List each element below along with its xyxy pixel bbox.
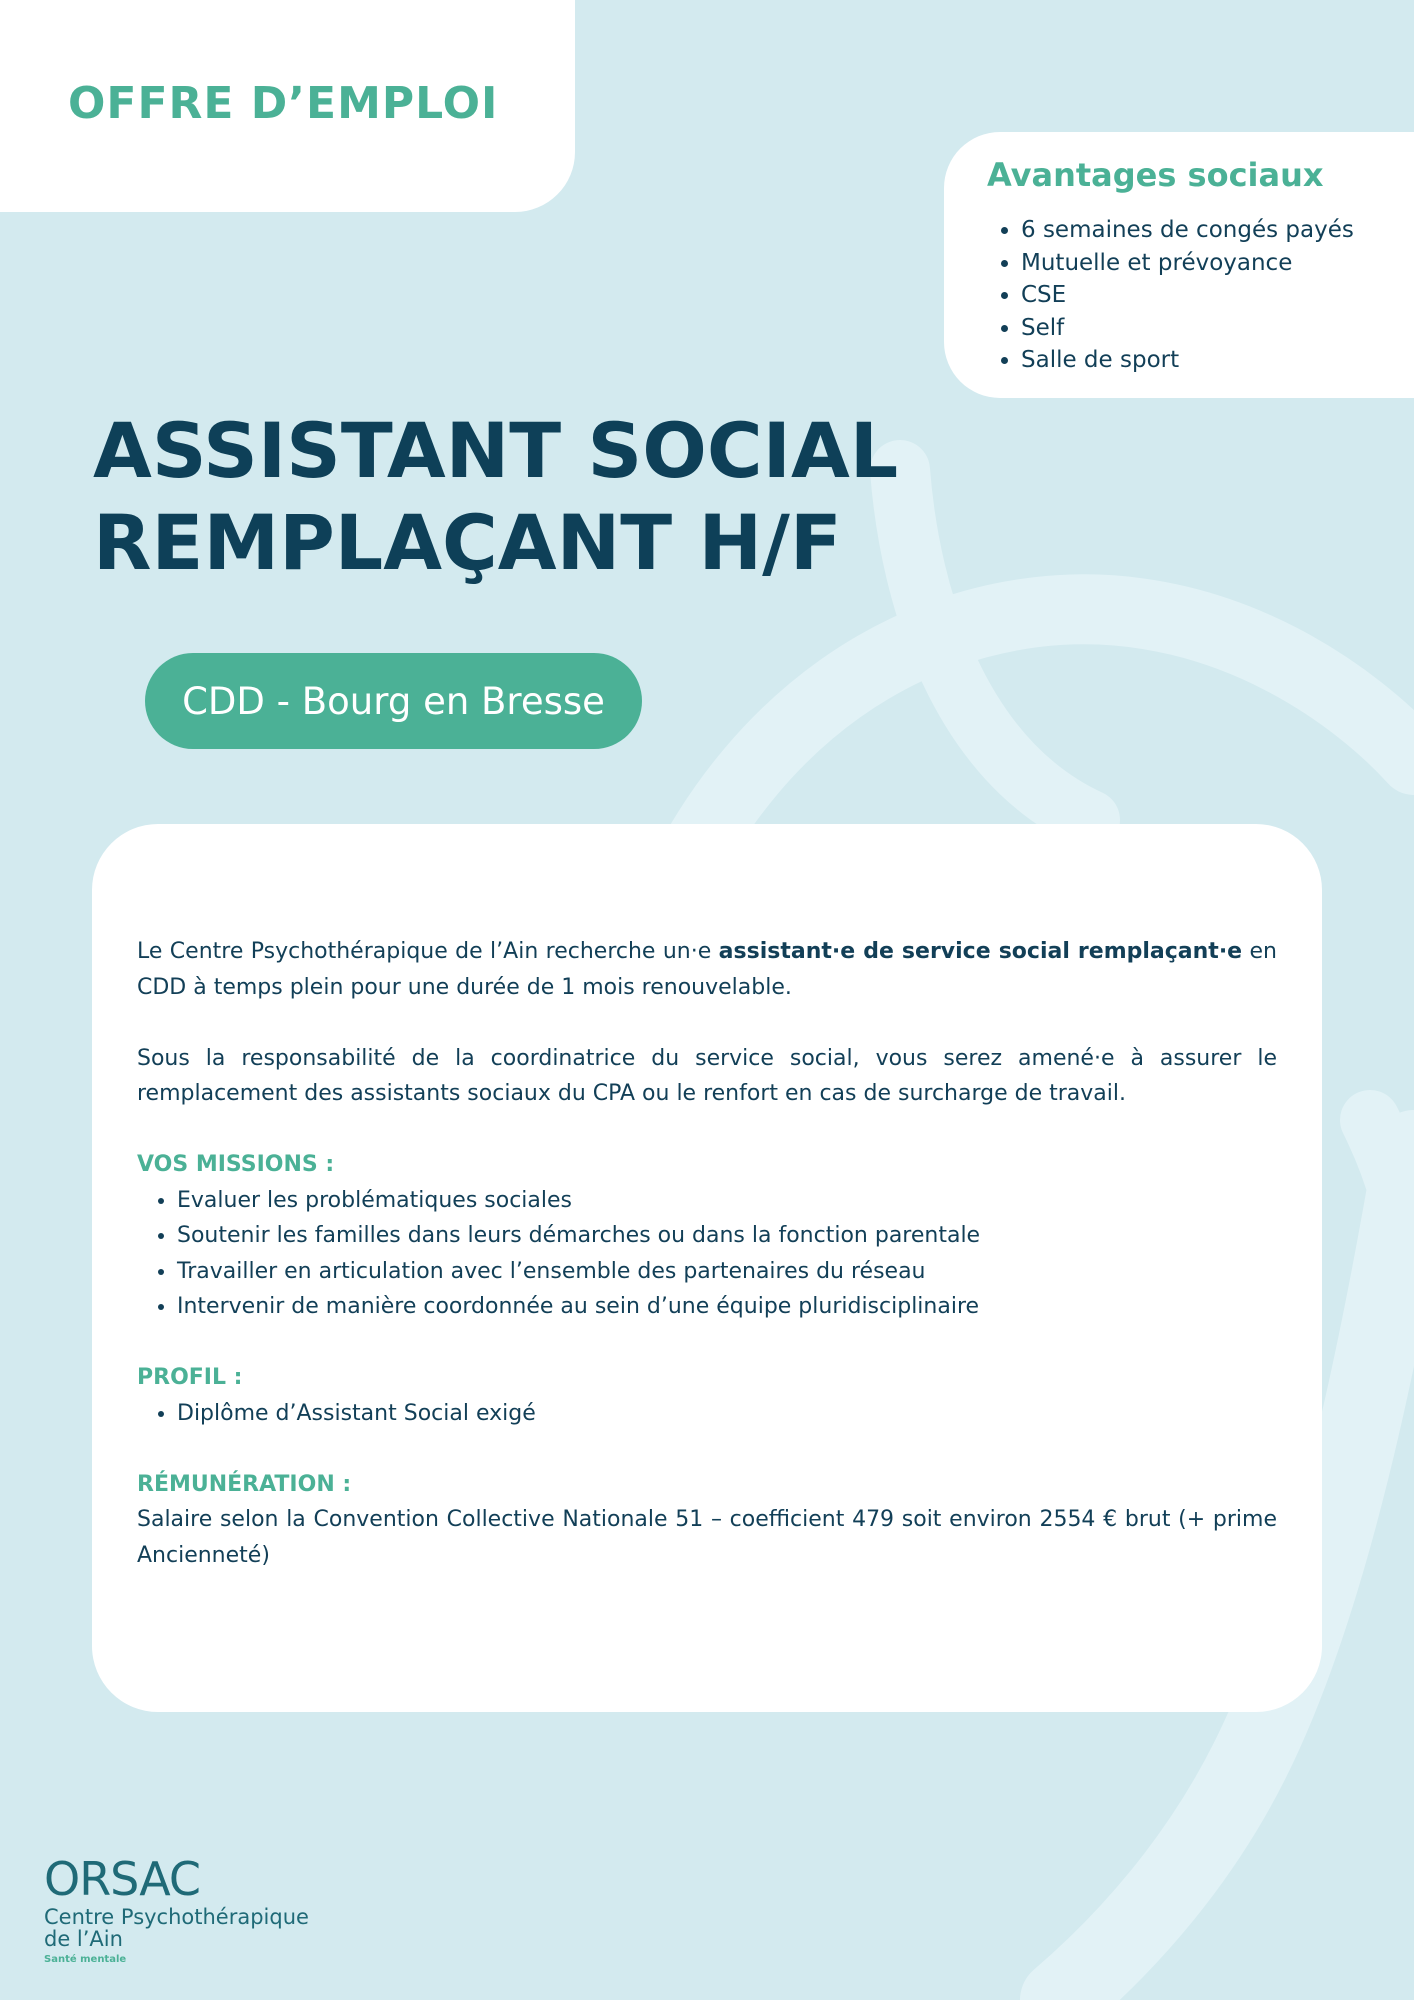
job-title xyxy=(93,405,898,589)
responsibility-paragraph: Sous la responsabilité de la coordinatrice du service social, vous serez amené·e à assurer le remplacement des assistants sociaux du CPA ou le renfort en cas de surcharge de travail. xyxy=(137,1045,1277,1106)
mission-item: • Intervenir de manière coordonnée au sein d’une équipe pluridisciplinaire xyxy=(177,1289,1277,1325)
benefits-card xyxy=(944,132,1414,398)
intro-text: Le Centre Psychothérapique de l’Ain recherche un·e xyxy=(137,939,719,964)
header-card xyxy=(0,0,575,212)
benefit-item: • Mutuelle et prévoyance xyxy=(1021,247,1354,280)
benefits-title: Avantages sociaux xyxy=(987,156,1324,194)
intro-text-end: en CDD à temps plein pour une durée de 1 mois renouvelable. xyxy=(137,939,1277,1000)
benefit-item: • Salle de sport xyxy=(1021,344,1354,377)
profile-heading: PROFIL : xyxy=(137,1365,243,1390)
salary-text: Salaire selon la Convention Collective Nationale 51 – coefficient 479 soit environ 2554 € brut (+ prime Ancienneté) xyxy=(137,1507,1277,1568)
mission-item: • Soutenir les familles dans leurs démarches ou dans la fonction parentale xyxy=(177,1218,1277,1254)
profile-item: • Diplôme d’Assistant Social exigé xyxy=(177,1396,1277,1432)
job-title-line1: ASSISTANT SOCIAL xyxy=(93,406,899,495)
job-description-card xyxy=(92,824,1322,1712)
job-offer-label: OFFRE D’EMPLOI xyxy=(68,78,499,129)
organization-tagline: Santé mentale xyxy=(44,1954,127,1965)
benefit-item: • 6 semaines de congés payés xyxy=(1021,214,1354,247)
organization-name xyxy=(44,1906,309,1950)
organization-name-line1: Centre Psychothérapique xyxy=(44,1905,309,1929)
job-description xyxy=(137,934,1277,1573)
benefit-item: • CSE xyxy=(1021,279,1354,312)
benefit-item: • Self xyxy=(1021,312,1354,345)
contract-location-badge: CDD - Bourg en Bresse xyxy=(145,653,642,749)
salary-heading: RÉMUNÉRATION : xyxy=(137,1471,352,1497)
mission-item: • Evaluer les problématiques sociales xyxy=(177,1183,1277,1219)
missions-heading: VOS MISSIONS : xyxy=(137,1152,335,1177)
missions-list xyxy=(137,1183,1277,1325)
mission-item: • Travailler en articulation avec l’ensemble des partenaires du réseau xyxy=(177,1254,1277,1290)
orsac-logo xyxy=(44,1852,324,1968)
job-title-line2: REMPLAÇANT H/F xyxy=(93,498,842,587)
logo-wordmark: ORSAC xyxy=(44,1852,200,1906)
benefits-list xyxy=(987,214,1354,377)
intro-highlight: assistant·e de service social remplaçant·e xyxy=(718,939,1243,964)
organization-name-line2: de l’Ain xyxy=(44,1927,123,1951)
profile-list xyxy=(137,1396,1277,1432)
intro-paragraph xyxy=(137,934,1277,1005)
